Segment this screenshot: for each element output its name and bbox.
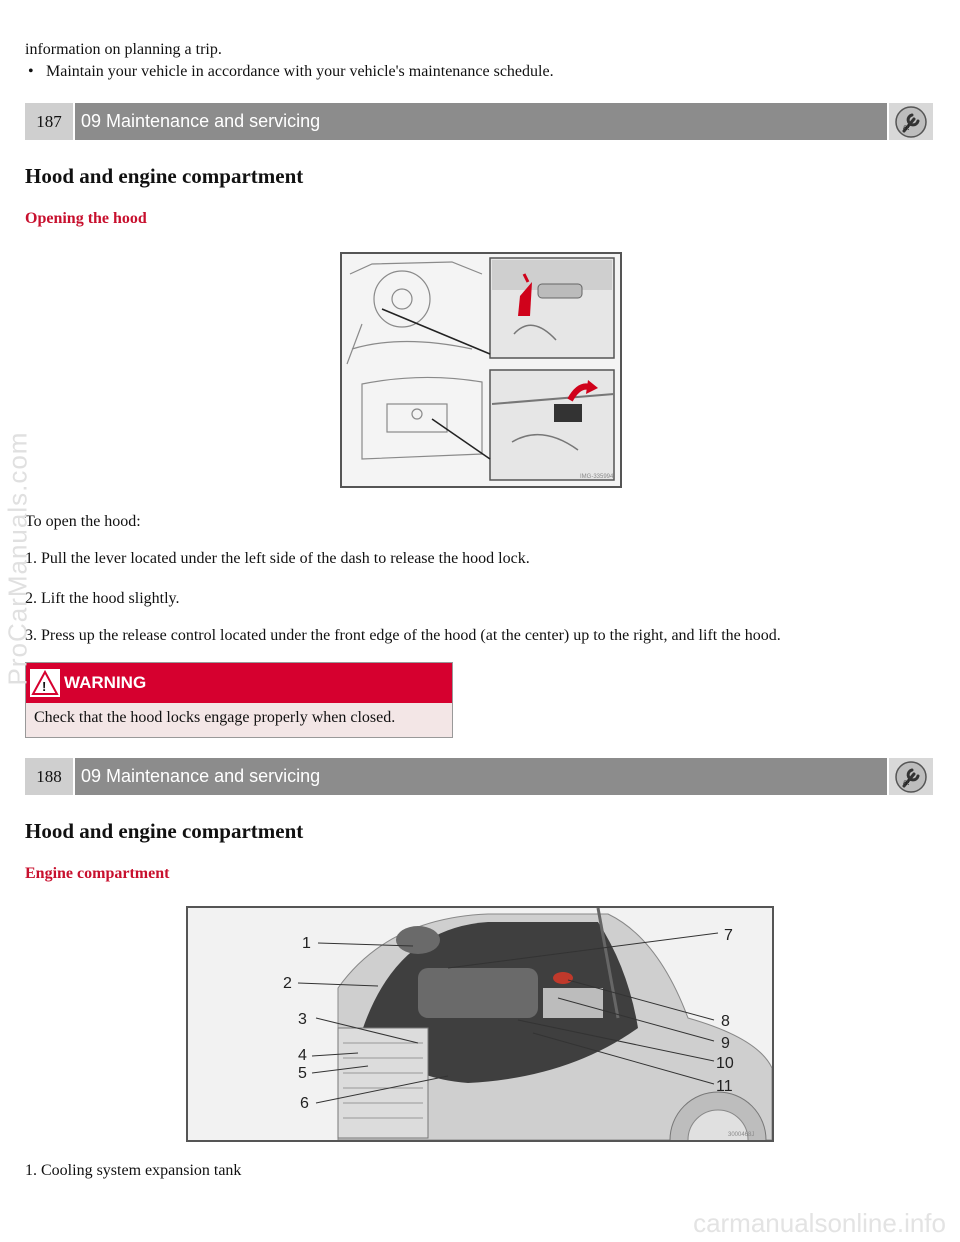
step-3: 3. Press up the release control located under the front edge of the hood (at the center) up to the right, and lift the hood. [25,627,781,644]
engine-compartment-illustration [186,906,774,1142]
svg-text:a!: a! [903,777,910,787]
section-title: 09 Maintenance and servicing [81,766,321,786]
warning-box [25,662,453,738]
watermark-left: ProCarManuals.com [2,431,33,686]
callout-6: 6 [300,1095,309,1112]
warning-text: Check that the hood locks engage properly when closed. [34,709,396,726]
callout-9: 9 [721,1035,730,1052]
section-header-187 [25,103,933,140]
warning-label: WARNING [64,673,147,692]
callout-5: 5 [298,1065,307,1082]
callout-3: 3 [298,1011,307,1028]
intro-bullet [28,62,554,82]
callout-11: 11 [716,1078,733,1095]
section-title: 09 Maintenance and servicing [81,111,321,131]
section-header-188 [25,758,933,795]
wrench-icon [887,103,933,140]
subheading: Engine compartment [25,865,170,882]
step-1: 1. Pull the lever located under the left side of the dash to release the hood lock. [25,550,530,567]
step-2: 2. Lift the hood slightly. [25,590,180,607]
callout-10: 10 [716,1055,734,1072]
intro-line: information on planning a trip. [25,41,222,58]
callout-2: 2 [283,975,292,992]
wrench-icon [887,758,933,795]
intro-bullet-text: Maintain your vehicle in accordance with your vehicle's maintenance schedule. [46,63,554,80]
watermark-bottom: carmanualsonline.info [693,1208,946,1238]
svg-text:a!: a! [903,122,910,132]
figure-code: IMG-335994 [580,474,614,480]
callout-8: 8 [721,1013,730,1030]
hood-release-illustration [340,252,622,488]
figure-code: 3000468J [728,1132,755,1138]
callout-1: 1 [302,935,311,952]
steps-intro: To open the hood: [25,513,141,530]
svg-text:!: ! [42,679,47,694]
page-number: 188 [25,758,75,795]
page-heading: Hood and engine compartment [25,819,304,843]
page-number: 187 [25,103,75,140]
callout-4: 4 [298,1047,307,1064]
callout-7: 7 [724,927,733,944]
warning-header [26,663,452,703]
bullet-dot: • [28,63,34,80]
subheading: Opening the hood [25,210,147,227]
page-heading: Hood and engine compartment [25,164,304,188]
item-1: 1. Cooling system expansion tank [25,1162,242,1179]
